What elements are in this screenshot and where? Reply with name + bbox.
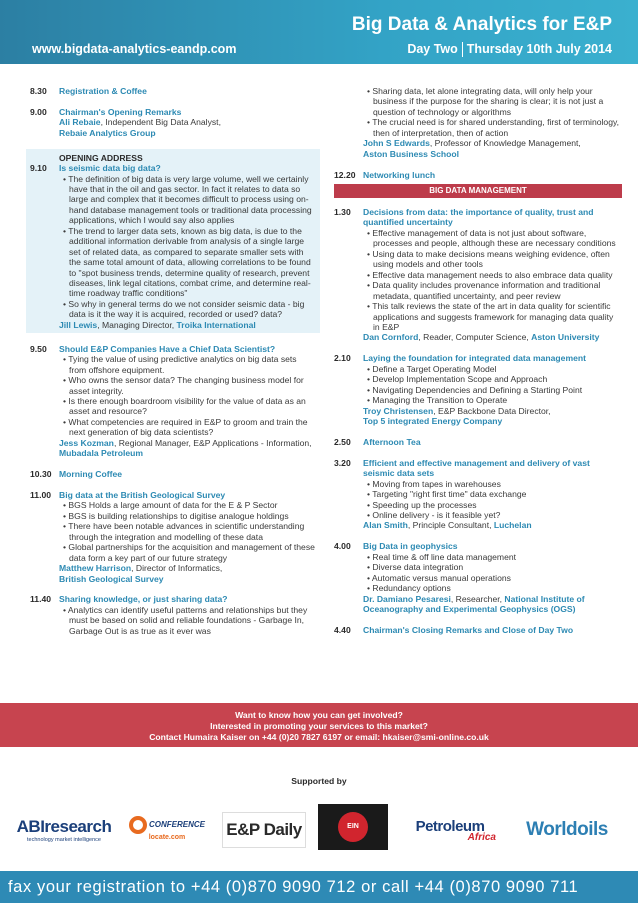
bullet: • Effective data management needs to also embrace data quality [367, 269, 613, 280]
conference-logo-text: CONFERENCE [148, 820, 205, 829]
agenda-title: Laying the foundation for integrated data management [363, 353, 586, 364]
agenda-time: 4.40 [334, 624, 351, 635]
agenda-title: Efficient and effective management and delivery of vast seismic data sets [363, 457, 590, 479]
speaker-line [363, 406, 622, 416]
agenda-item [334, 625, 622, 635]
agenda-time: 11.00 [30, 489, 52, 500]
speaker-line [59, 438, 316, 459]
worldoils-logo[interactable] [508, 812, 626, 848]
supported-by-label: Supported by [291, 776, 347, 786]
speaker-line [363, 520, 622, 530]
opening-address-label: OPENING ADDRESS [59, 152, 143, 163]
agenda-title: Morning Coffee [59, 469, 123, 480]
speaker-role: , Principle Consultant, [407, 520, 494, 531]
speaker-role: , Director of Informatics, [131, 563, 223, 574]
section-banner: BIG DATA MANAGEMENT [334, 184, 622, 198]
bullet: • Navigating Dependencies and Defining a Starting Point [367, 384, 583, 395]
right-column [334, 86, 622, 646]
speaker-line [363, 594, 622, 615]
bullet: • BGS Holds a large amount of data for the E & P Sector [63, 500, 278, 511]
speaker-org: Luchelan [493, 520, 532, 531]
bullet: • Real time & off line data management [367, 551, 517, 562]
speaker-name: Dan Cornford [363, 332, 419, 343]
agenda-item [30, 163, 316, 330]
bullet: • Online delivery - is it feasible yet? [367, 509, 501, 520]
speaker-name: John S Edwards [363, 138, 430, 149]
bullet: • Develop Implementation Scope and Approach [367, 374, 548, 385]
bullet: • Speeding up the processes [367, 499, 477, 510]
agenda-time: 9.50 [30, 343, 47, 354]
speaker-line [363, 138, 622, 148]
footer-contact-bar[interactable]: fax your registration to +44 (0)870 9090 712 or call +44 (0)870 9090 711 [0, 871, 638, 903]
bullet: • So why in general terms do we not consider seismic data - big data is it the way it is acquired, recorded or used? data? [63, 298, 305, 320]
agenda-time: 8.30 [30, 86, 47, 96]
speaker-name: Dr. Damiano Pesaresi [363, 593, 451, 604]
cta-contact[interactable]: Contact Humaira Kaiser on +44 (0)20 7827 6197 or email: hkaiser@smi-online.co.uk [149, 732, 489, 742]
agenda-title: Should E&P Companies Have a Chief Data Scientist? [59, 343, 276, 354]
ep-daily-logo[interactable] [222, 812, 306, 848]
agenda-item [334, 207, 622, 343]
agenda-title: Is seismic data big data? [59, 163, 161, 174]
bullet: • Redundancy options [367, 583, 451, 594]
bullet: • Who owns the sensor data? The changing business model for asset integrity. [63, 375, 304, 396]
event-day-date [407, 42, 612, 57]
speaker-line [363, 332, 622, 342]
agenda-time: 11.40 [30, 594, 52, 605]
bullet: • BGS is building relationships to digitise analogue holdings [63, 510, 289, 521]
abi-research-logo[interactable] [14, 812, 114, 848]
bullet: • The definition of big data is very large volume, well we certainly have that in the oil and gas sector. In fact it relates to data so large and complex that it becomes difficult to process using on-hand database management tools or traditional data processing applications, which I would say also applies [63, 173, 312, 226]
speaker-org: Rebaie Analytics Group [59, 127, 156, 138]
bullet: • What competencies are required in E&P to groom and train the next generation of big data scientists? [63, 416, 308, 438]
agenda-item [30, 594, 316, 636]
agenda-time: 2.50 [334, 436, 351, 447]
speaker-line [59, 320, 316, 330]
bullet: • Data quality includes provenance information and traditional metadata, quantified uncertainty, and peer review [367, 280, 601, 301]
bullet: • Effective management of data is not just about software, processes and people, although these are necessary conditions [367, 227, 616, 249]
bullet: • Global partnerships for the acquisition and management of these data form a key part of our future strategy [63, 542, 315, 563]
agenda-item [334, 437, 622, 447]
bullet: • Using data to make decisions means weighing evidence, often using models and other tools [367, 248, 610, 270]
agenda-item [334, 353, 622, 426]
speaker-org: Mubadala Petroleum [59, 448, 144, 459]
bullet: • There have been notable advances in scientific understanding through the integration and modelling of these data [63, 521, 305, 542]
bullet: • Analytics can identify useful patterns and relationships but they must be based on solid and reliable foundations - Garbage In, Garbage Out is as true as it ever was [63, 604, 308, 636]
agenda-time: 12.20 [334, 169, 356, 180]
agenda-item [30, 469, 316, 479]
conference-ring-icon [129, 816, 147, 834]
agenda-title: Networking lunch [363, 169, 436, 180]
agenda-time: 9.00 [30, 106, 47, 117]
divider [462, 42, 463, 57]
conference-logo-sub: locate.com [148, 833, 186, 841]
abi-logo-sub: technology market intelligence [27, 837, 101, 843]
bullet: • Managing the Transition to Operate [367, 395, 508, 406]
bullet: • This talk reviews the state of the art in data quality for scientific applications and suggests framework for managing data quality in E&P [367, 301, 614, 332]
day-label: Day Two [407, 42, 458, 56]
agenda-item-continued [334, 86, 622, 159]
bullet: • Define a Target Operating Model [367, 363, 497, 374]
speaker-role: , Reader, Computer Science, [418, 332, 532, 343]
speaker-org: British Geological Survey [59, 573, 164, 584]
petroleum-text: Petroleum [415, 817, 485, 835]
speaker-line [59, 117, 316, 127]
petroleum-africa-logo[interactable] [404, 812, 496, 848]
bullet: • The trend to larger data sets, known as big data, is due to the additional information derivable from analysis of a single large set of related data, as compared to separate smaller sets with the same total amount of data, allowing correlations to be found to "spot business trends, determine quality of research, prevent diseases, link legal citations, combat crime, and determine real-time roadway traffic conditions" [63, 225, 311, 299]
speaker-org: Aston University [531, 332, 600, 343]
cta-line-2: Interested in promoting your services to this market? [210, 721, 428, 731]
speaker-role: , Professor of Knowledge Management, [429, 138, 581, 149]
bullet: • Tying the value of using predictive analytics on big data sets from offshore equipment. [63, 354, 297, 375]
bullet: • Automatic versus manual operations [367, 572, 511, 583]
agenda-title: Sharing knowledge, or just sharing data? [59, 594, 228, 605]
bullet: • Sharing data, let alone integrating data, will only help your business if the purpose for the sharing is clear; it is not just a question of technology or algorithms [367, 86, 604, 117]
ep-daily-text: E&P Daily [226, 820, 302, 839]
speaker-line [59, 563, 316, 573]
speaker-name: Alan Smith [363, 520, 408, 531]
agenda-item [30, 344, 316, 459]
event-title: Big Data & Analytics for E&P [351, 14, 612, 35]
website-url[interactable]: www.bigdata-analytics-eandp.com [32, 42, 237, 56]
bullet: • Is there enough boardroom visibility for the value of data as an asset and resource? [63, 395, 306, 417]
agenda-title: Chairman's Opening Remarks [59, 106, 182, 117]
speaker-name: Matthew Harrison [59, 563, 132, 574]
agenda-title: Big data at the British Geological Survey [59, 489, 226, 500]
agenda-title: Chairman's Closing Remarks and Close of Day Two [363, 624, 574, 635]
left-column [30, 86, 316, 647]
bullet: • The crucial need is for shared understanding, first of terminology, then of interpretation, then of action [367, 117, 620, 138]
agenda-item [334, 170, 622, 180]
agenda-time: 2.10 [334, 353, 351, 364]
agenda-time: 10.30 [30, 469, 52, 480]
abi-logo-text: ABIresearch [16, 817, 112, 836]
agenda-item [30, 490, 316, 584]
speaker-name: Ali Rebaie [59, 117, 101, 128]
bullet: • Targeting "right first time" data exchange [367, 489, 527, 500]
agenda-title: Decisions from data: the importance of quality, trust and quantified uncertainty [363, 207, 594, 228]
speaker-org: Top 5 integrated Energy Company [363, 416, 503, 427]
speaker-name: Jess Kozman [59, 437, 114, 448]
bullet: • Diverse data integration [367, 562, 464, 573]
africa-text: Africa [467, 831, 496, 843]
speaker-name: Troy Christensen [363, 405, 434, 416]
speaker-role: , E&P Backbone Data Director, [433, 405, 551, 416]
agenda-time: 1.30 [334, 207, 351, 218]
agenda-title: Registration & Coffee [59, 86, 147, 96]
speaker-org: Aston Business School [363, 148, 459, 159]
speaker-name: Jill Lewis [59, 319, 98, 330]
worldoils-text: Worldoils [526, 819, 608, 840]
agenda-time: 4.00 [334, 541, 351, 552]
date-label: Thursday 10th July 2014 [466, 42, 612, 56]
call-to-action-banner [0, 703, 638, 747]
agenda-time: 3.20 [334, 457, 351, 468]
sponsor-logos [0, 800, 638, 860]
ein-news-text: EIN NEWS [338, 812, 368, 842]
bullet: • Moving from tapes in warehouses [367, 478, 501, 489]
speaker-role: , Regional Manager, E&P Applications - Information, [113, 437, 312, 448]
agenda-item [30, 107, 316, 138]
speaker-org: Troika International [176, 319, 256, 330]
agenda-item [334, 458, 622, 531]
speaker-role: , Researcher, [450, 593, 505, 604]
cta-line-1: Want to know how you can get involved? [235, 710, 403, 720]
agenda-item [30, 86, 316, 96]
header-bar [0, 0, 638, 64]
ein-news-logo[interactable] [318, 804, 388, 860]
speaker-role: , Managing Director, [97, 319, 177, 330]
agenda-title: Afternoon Tea [363, 436, 421, 447]
highlight-block [26, 149, 320, 334]
speaker-org: National Institute of Oceanography and Experimental Geophysics (OGS) [363, 593, 585, 614]
agenda-item [334, 541, 622, 614]
agenda-title: Big Data in geophysics [363, 541, 458, 552]
agenda-time: 9.10 [30, 163, 47, 174]
speaker-role: , Independent Big Data Analyst, [100, 117, 221, 128]
conference-locate-logo[interactable] [128, 808, 206, 848]
